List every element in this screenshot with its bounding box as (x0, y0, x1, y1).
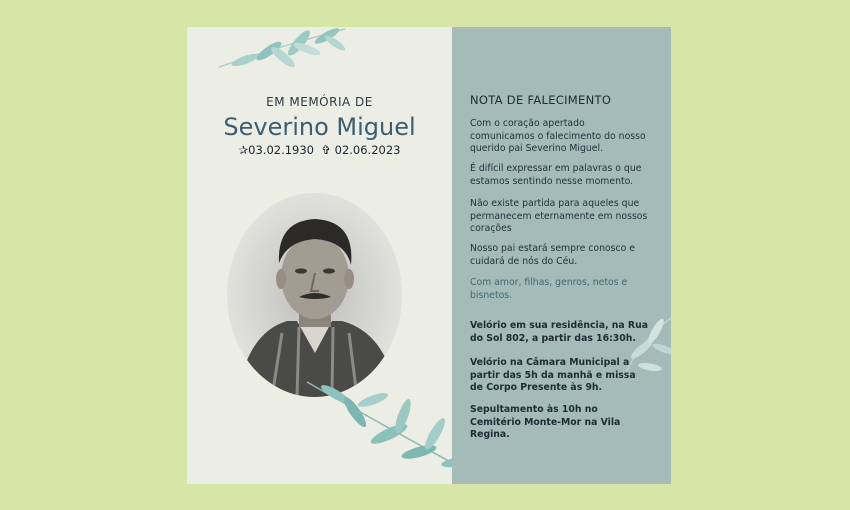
life-dates (187, 143, 452, 157)
memorial-left-panel (187, 27, 452, 484)
portrait-photo (227, 193, 402, 397)
death-date: 02.06.2023 (334, 143, 401, 157)
notice-paragraph: Nosso pai estará sempre conosco e cuidará de nós do Céu. (470, 243, 636, 267)
birth-date: 03.02.1930 (248, 143, 315, 157)
notice-paragraph: Não existe partida para aqueles que permanecem eternamente em nossos corações (470, 198, 648, 235)
memorial-heading: EM MEMÓRIA DE (266, 95, 373, 109)
notice-paragraph: É difícil expressar em palavras o que estamos sentindo nesse momento. (470, 163, 642, 187)
family-signature: Com amor, filhas, genros, netos e bisnetos. (470, 277, 628, 301)
deceased-name: Severino Miguel (223, 113, 416, 141)
leaf-branch-top-icon (217, 27, 347, 75)
arrangement-wake-residence: Velório em sua residência, na Rua do Sol 802, a partir das 16:30h. (470, 320, 648, 344)
notice-paragraph: Com o coração apertado comunicamos o falecimento do nosso querido pai Severino Miguel. (470, 118, 646, 155)
arrangement-burial: Sepultamento às 10h no Cemitério Monte-Mor na Vila Regina. (470, 404, 621, 441)
memorial-card (187, 27, 671, 484)
arrangement-wake-chamber: Velório na Câmara Municipal a partir das 5h da manhã e missa de Corpo Presente às 9h. (470, 357, 636, 394)
portrait-photo-icon (227, 193, 402, 397)
star-icon: ✰ (238, 143, 249, 157)
cross-icon: ✞ (321, 143, 331, 157)
notice-title: NOTA DE FALECIMENTO (470, 93, 612, 107)
